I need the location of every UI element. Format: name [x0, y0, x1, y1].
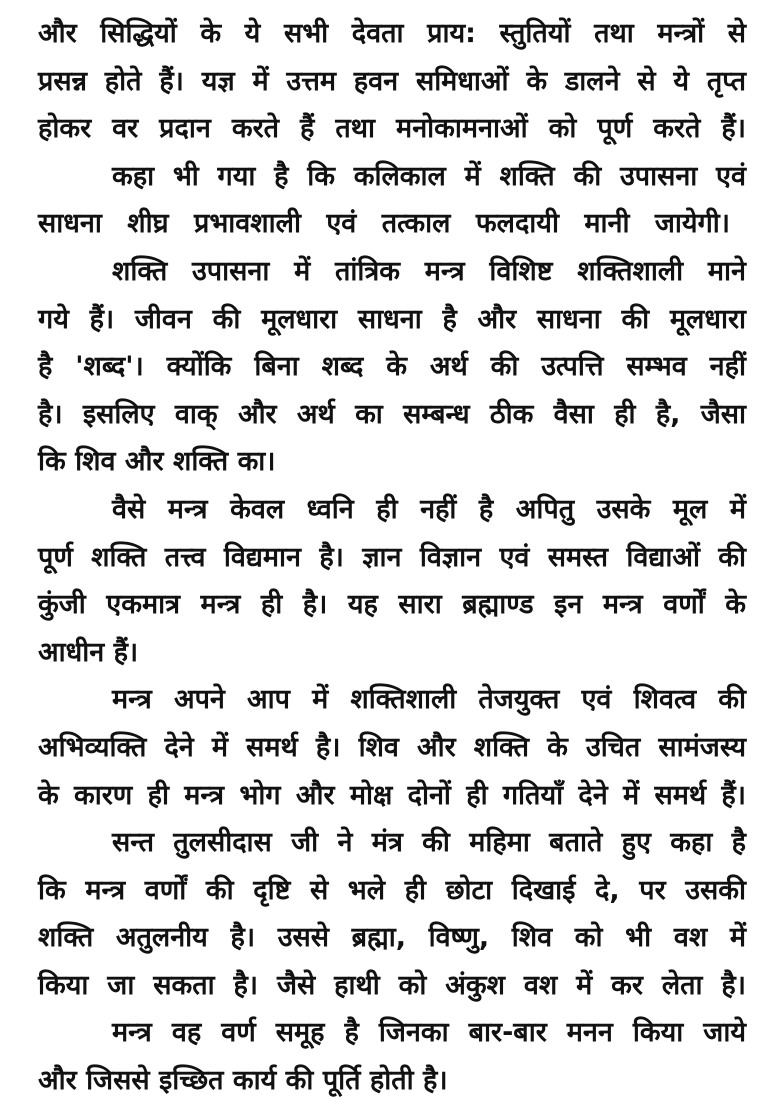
- paragraph-5: [38, 676, 746, 819]
- text-line: अभिव्यक्ति देने में समर्थ है। शिव और शक्ति के उचित सामंजस्य: [38, 731, 746, 763]
- text-line: कि मन्त्र वर्णों की दृष्टि से भले ही छोटा दिखाई दे, पर उसकी: [38, 874, 746, 906]
- text-line: मन्त्र अपने आप में शक्तिशाली तेजयुक्त एवं शिवत्व की: [112, 684, 746, 716]
- text-line: शक्ति अतुलनीय है। उससे ब्रह्मा, विष्णु, शिव को भी वश में: [38, 922, 746, 954]
- paragraph-1: [38, 10, 746, 153]
- text-line: कि शिव और शक्ति का।: [38, 446, 276, 478]
- text-line: साधना शीघ्र प्रभावशाली एवं तत्काल फलदायी मानी जायेगी।: [38, 208, 730, 240]
- paragraph-4: [38, 486, 746, 676]
- text-line: कुंजी एकमात्र मन्त्र ही है। यह सारा ब्रह्माण्ड इन मन्त्र वर्णों के: [38, 589, 746, 621]
- text-line: सन्त तुलसीदास जी ने मंत्र की महिमा बताते हुए कहा है: [112, 827, 746, 859]
- paragraph-2: [38, 153, 746, 248]
- text-line: कहा भी गया है कि कलिकाल में शक्ति की उपासना एवं: [112, 160, 746, 192]
- text-line: है। इसलिए वाक् और अर्थ का सम्बन्ध ठीक वैसा ही है, जैसा: [38, 398, 746, 430]
- text-line: और जिससे इच्छित कार्य की पूर्ति होती है।: [38, 1065, 448, 1097]
- paragraph-6: [38, 819, 746, 1009]
- paragraph-7: [38, 1009, 746, 1104]
- text-line: गये हैं। जीवन की मूलधारा साधना है और साधना की मूलधारा: [38, 303, 746, 335]
- document-page: [38, 10, 746, 1105]
- text-line: किया जा सकता है। जैसे हाथी को अंकुश वश में कर लेता है।: [38, 969, 746, 1001]
- text-line: के कारण ही मन्त्र भोग और मोक्ष दोनों ही गतियाँ देने में समर्थ हैं।: [38, 779, 746, 811]
- text-line: और सिद्धियों के ये सभी देवता प्राय: स्तुतियों तथा मन्त्रों से: [38, 18, 746, 49]
- text-line: होकर वर प्रदान करते हैं तथा मनोकामनाओं को पूर्ण करते हैं।: [38, 113, 746, 145]
- paragraph-3: [38, 248, 746, 486]
- text-line: मन्त्र वह वर्ण समूह है जिनका बार-बार मनन किया जाये: [112, 1017, 746, 1049]
- text-line: आधीन हैं।: [38, 636, 139, 668]
- text-line: शक्ति उपासना में तांत्रिक मन्त्र विशिष्ट शक्तिशाली माने: [112, 255, 746, 287]
- text-line: प्रसन्न होते हैं। यज्ञ में उत्तम हवन समिधाओं के डालने से ये तृप्त: [38, 65, 746, 97]
- text-line: वैसे मन्त्र केवल ध्वनि ही नहीं है अपितु उसके मूल में: [112, 493, 746, 525]
- text-line: है 'शब्द'। क्योंकि बिना शब्द के अर्थ की उत्पत्ति सम्भव नहीं: [38, 351, 746, 383]
- text-line: पूर्ण शक्ति तत्त्व विद्यमान है। ज्ञान विज्ञान एवं समस्त विद्याओं की: [38, 541, 746, 573]
